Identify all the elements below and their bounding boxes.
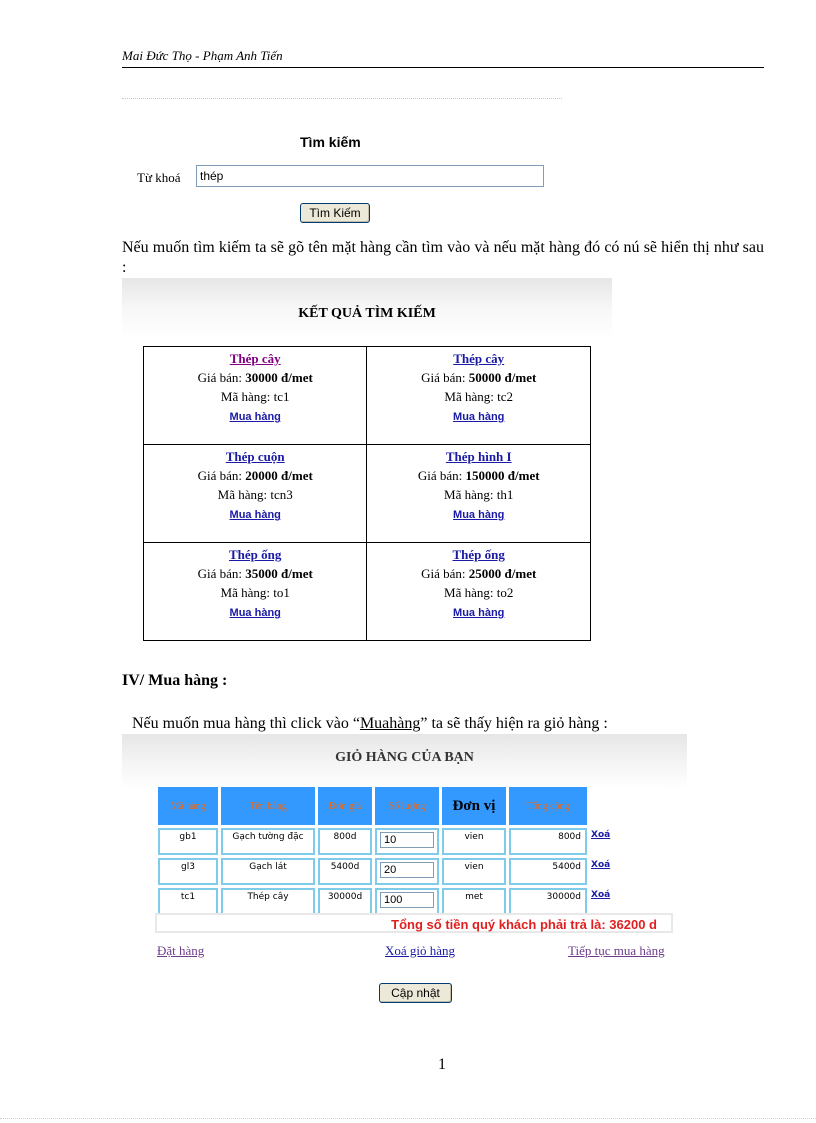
code-value: to1: [273, 585, 290, 600]
search-title: Tìm kiếm: [300, 134, 361, 150]
result-item: [144, 347, 367, 445]
cell-unit: met: [442, 888, 506, 915]
result-item: [144, 445, 367, 543]
p2-after: ” ta sẽ thấy hiện ra giỏ hàng :: [420, 715, 608, 732]
cell-name: Thép cây: [221, 888, 315, 915]
continue-shopping-link[interactable]: Tiếp tục mua hàng: [568, 943, 665, 958]
header-rule: [122, 67, 764, 68]
code-value: tcn3: [270, 487, 293, 502]
keyword-input[interactable]: [196, 165, 544, 187]
qty-input[interactable]: [380, 832, 434, 848]
dotted-divider: [122, 98, 562, 99]
cell-unit: vien: [442, 858, 506, 885]
cart-title: GIỎ HÀNG CỦA BẠN: [335, 750, 474, 765]
buy-link[interactable]: Mua hàng: [453, 411, 505, 423]
price-label: Giá bán:: [197, 370, 243, 385]
cell-name: Gạch lát: [221, 858, 315, 885]
cell-qty: [375, 858, 439, 885]
buy-link[interactable]: Mua hàng: [229, 411, 281, 423]
col-header-price: Đơn giá: [318, 787, 372, 825]
col-header-name: Tên hàng: [221, 787, 315, 825]
cell-qty: [375, 828, 439, 855]
price-label: Giá bán:: [417, 468, 463, 483]
col-header-total: Tổng cộng: [509, 787, 587, 825]
code-label: Mã hàng:: [444, 585, 494, 600]
price-label: Giá bán:: [197, 566, 243, 581]
result-item: [367, 445, 591, 543]
col-header-code: Mã hàng: [158, 787, 218, 825]
p2-link-text: Muahàng: [359, 715, 421, 732]
buy-link[interactable]: Mua hàng: [229, 607, 281, 619]
cell-total: 5400d: [509, 858, 587, 885]
paragraph-buy-description: [132, 714, 772, 734]
search-results-panel: [122, 278, 612, 638]
results-title: KẾT QUẢ TÌM KIẾM: [298, 306, 436, 321]
cart-header-row: [158, 787, 662, 825]
cart-panel: [122, 734, 687, 1006]
delete-link[interactable]: Xoá: [591, 860, 611, 870]
product-name-link[interactable]: Thép ống: [452, 547, 505, 562]
result-item: [144, 543, 367, 641]
cell-code: gb1: [158, 828, 218, 855]
code-value: tc2: [497, 389, 514, 404]
qty-input[interactable]: [380, 892, 434, 908]
table-row: [158, 858, 662, 885]
col-header-qty: Số lượng: [375, 787, 439, 825]
price-value: 30000 đ/met: [245, 370, 313, 385]
buy-link[interactable]: Mua hàng: [453, 509, 505, 521]
price-value: 20000 đ/met: [245, 468, 313, 483]
clear-cart-link[interactable]: Xoá giỏ hàng: [385, 943, 456, 958]
code-value: to2: [496, 585, 514, 600]
cell-price: 800d: [318, 828, 372, 855]
cell-total: 800d: [509, 828, 587, 855]
results-grid: [143, 346, 591, 641]
search-button[interactable]: Tìm Kiếm: [300, 203, 370, 223]
code-label: Mã hàng:: [220, 585, 271, 600]
section-heading: IV/ Mua hàng :: [122, 672, 228, 689]
cell-code: tc1: [158, 888, 218, 915]
product-name-link[interactable]: Thép ống: [229, 547, 282, 562]
cell-code: gl3: [158, 858, 218, 885]
cart-total: Tổng số tiền quý khách phải trả là: 36200 d: [155, 913, 673, 933]
table-row: [158, 888, 662, 915]
delete-link[interactable]: Xoá: [591, 830, 611, 840]
qty-input[interactable]: [380, 862, 434, 878]
col-header-blank: [590, 787, 662, 825]
cell-total: 30000d: [509, 888, 587, 915]
bottom-dotted-rule: [0, 1118, 816, 1119]
product-name-link[interactable]: Thép cây: [453, 351, 505, 366]
keyword-label: Từ khoá: [137, 170, 181, 185]
price-value: 25000 đ/met: [468, 566, 537, 581]
price-label: Giá bán:: [197, 468, 243, 483]
cell-delete: [590, 828, 662, 855]
price-value: 150000 đ/met: [465, 468, 540, 483]
page-number: 1: [438, 1056, 446, 1073]
product-name-link[interactable]: Thép cuộn: [225, 449, 285, 464]
cell-qty: [375, 888, 439, 915]
table-row: [158, 828, 662, 855]
p2-before: Nếu muốn mua hàng thì click vào “: [132, 715, 360, 732]
order-link[interactable]: Đặt hàng: [157, 943, 205, 958]
delete-link[interactable]: Xoá: [591, 890, 611, 900]
price-value: 35000 đ/met: [245, 566, 313, 581]
code-value: tc1: [273, 389, 290, 404]
product-name-link[interactable]: Thép hình I: [445, 449, 512, 464]
buy-link[interactable]: Mua hàng: [453, 607, 505, 619]
cell-delete: [590, 858, 662, 885]
code-label: Mã hàng:: [444, 487, 494, 502]
code-label: Mã hàng:: [220, 389, 271, 404]
cell-name: Gạch tường đặc: [221, 828, 315, 855]
cell-unit: vien: [442, 828, 506, 855]
cell-price: 5400d: [318, 858, 372, 885]
product-name-link[interactable]: Thép cây: [229, 351, 281, 366]
buy-link[interactable]: Mua hàng: [229, 509, 281, 521]
cell-delete: [590, 888, 662, 915]
cell-price: 30000d: [318, 888, 372, 915]
header-authors: Mai Đức Thọ - Phạm Anh Tiến: [122, 48, 283, 63]
result-item: [367, 543, 591, 641]
code-label: Mã hàng:: [444, 389, 494, 404]
price-label: Giá bán:: [421, 566, 466, 581]
cart-table: [155, 784, 665, 918]
price-value: 50000 đ/met: [468, 370, 537, 385]
update-button[interactable]: Cập nhật: [379, 983, 452, 1003]
result-item: [367, 347, 591, 445]
price-label: Giá bán:: [421, 370, 466, 385]
paragraph-search-description: Nếu muốn tìm kiếm ta sẽ gõ tên mặt hàng cần tìm vào và nếu mặt hàng đó có nú sẽ hiển thị như sau :: [122, 239, 764, 276]
code-value: th1: [496, 487, 514, 502]
col-header-unit: Đơn vị: [442, 787, 506, 825]
code-label: Mã hàng:: [217, 487, 268, 502]
